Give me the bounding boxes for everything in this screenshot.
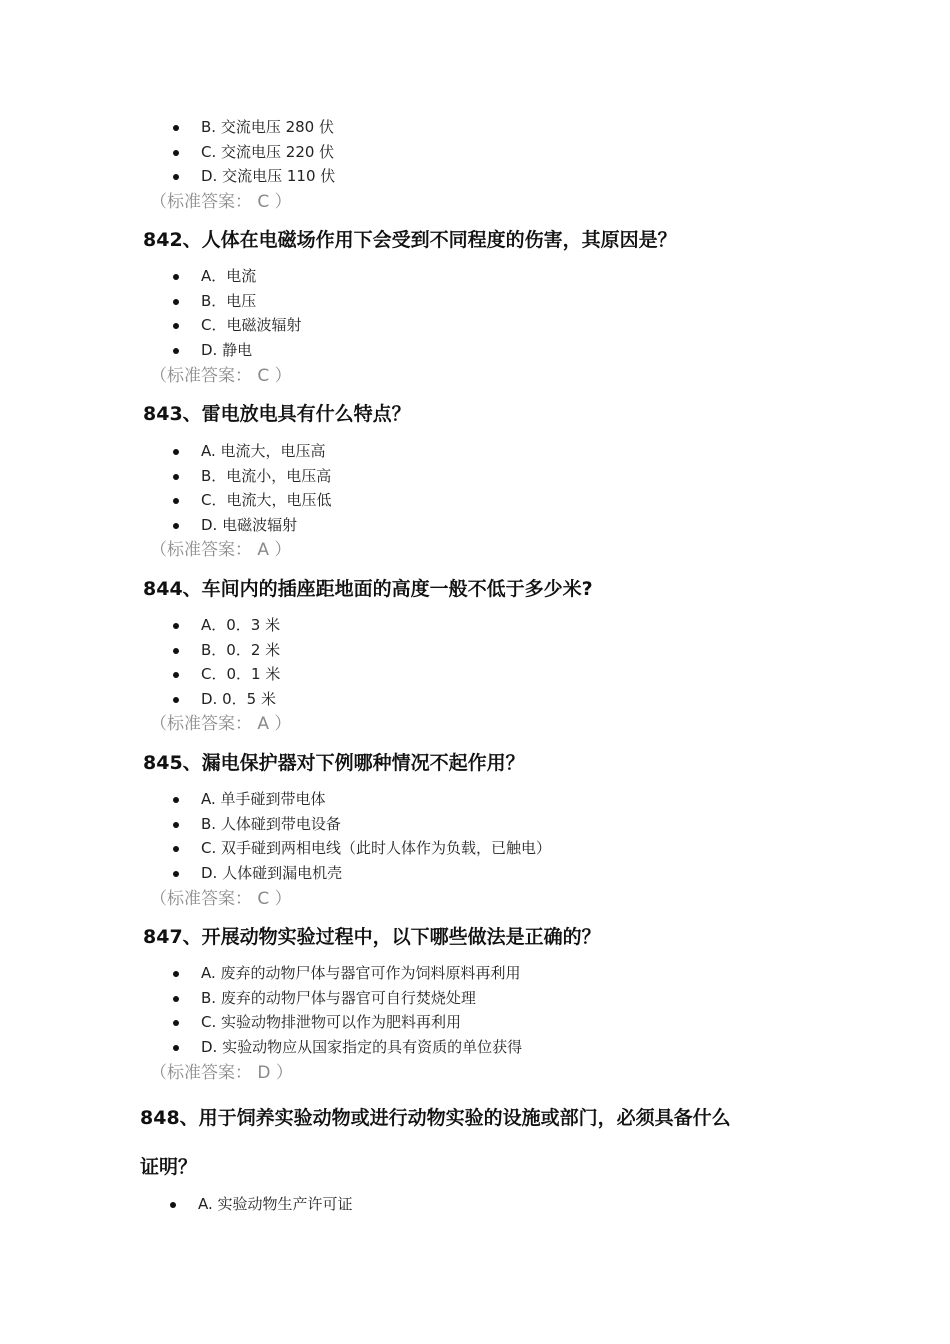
option-item: D. 电磁波辐射 (0, 513, 950, 538)
option-list (0, 961, 950, 1060)
bullet-icon (173, 323, 179, 329)
standard-answer: （标准答案： C ） (150, 889, 292, 909)
option-item: C. 实验动物排泄物可以作为肥料再利用 (0, 1010, 950, 1035)
bullet-icon (173, 150, 179, 156)
option-item: A．电流 (0, 264, 950, 289)
bullet-icon (173, 797, 179, 803)
option-item: B．0．2 米 (0, 638, 950, 663)
option-item: A．0．3 米 (0, 613, 950, 638)
option-item: D. 静电 (0, 338, 950, 363)
question-title: 843、雷电放电具有什么特点？ (143, 403, 411, 425)
option-item: C．电流大，电压低 (0, 488, 950, 513)
option-item: B．电压 (0, 289, 950, 314)
bullet-icon (173, 449, 179, 455)
bullet-icon (173, 274, 179, 280)
question-title: 847、开展动物实验过程中，以下哪些做法是正确的？ (143, 926, 601, 948)
question-title: 848、用于饲养实验动物或进行动物实验的设施或部门，必须具备什么 (140, 1107, 731, 1129)
option-list (0, 264, 950, 363)
option-list (0, 787, 950, 886)
bullet-icon (173, 672, 179, 678)
bullet-icon (173, 822, 179, 828)
standard-answer: （标准答案： C ） (150, 192, 292, 212)
bullet-icon (173, 523, 179, 529)
standard-answer: （标准答案： A ） (150, 714, 292, 734)
option-item: B．电流小，电压高 (0, 464, 950, 489)
option-item: C．0．1 米 (0, 662, 950, 687)
standard-answer: （标准答案： A ） (150, 540, 292, 560)
option-item: D. 实验动物应从国家指定的具有资质的单位获得 (0, 1035, 950, 1060)
question-title: 844、车间内的插座距地面的高度一般不低于多少米? (143, 578, 593, 600)
bullet-icon (173, 996, 179, 1002)
bullet-icon (170, 1202, 176, 1208)
bullet-icon (173, 299, 179, 305)
bullet-icon (173, 1020, 179, 1026)
option-list (0, 115, 950, 189)
option-list (0, 439, 950, 538)
bullet-icon (173, 871, 179, 877)
standard-answer: （标准答案： D ） (150, 1063, 293, 1083)
question-title: 842、人体在电磁场作用下会受到不同程度的伤害，其原因是？ (143, 229, 677, 251)
standard-answer: （标准答案： C ） (150, 366, 292, 386)
question-title-continued: 证明？ (140, 1156, 198, 1178)
bullet-icon (173, 971, 179, 977)
option-item: C. 双手碰到两相电线（此时人体作为负载，已触电） (0, 836, 950, 861)
option-item: D. 0．5 米 (0, 687, 950, 712)
option-item: A. 电流大，电压高 (0, 439, 950, 464)
option-item: D. 人体碰到漏电机壳 (0, 861, 950, 886)
bullet-icon (173, 1045, 179, 1051)
option-item: A. 废弃的动物尸体与器官可作为饲料原料再利用 (0, 961, 950, 986)
option-list (0, 1192, 947, 1217)
bullet-icon (173, 348, 179, 354)
bullet-icon (173, 474, 179, 480)
option-list (0, 613, 950, 712)
option-item: B. 废弃的动物尸体与器官可自行焚烧处理 (0, 986, 950, 1011)
question-title: 845、漏电保护器对下例哪种情况不起作用？ (143, 752, 525, 774)
bullet-icon (173, 623, 179, 629)
option-item: B. 交流电压 280 伏 (0, 115, 950, 140)
bullet-icon (173, 846, 179, 852)
option-item: B. 人体碰到带电设备 (0, 812, 950, 837)
bullet-icon (173, 498, 179, 504)
bullet-icon (173, 125, 179, 131)
option-item: D. 交流电压 110 伏 (0, 164, 950, 189)
bullet-icon (173, 174, 179, 180)
option-item: C. 交流电压 220 伏 (0, 140, 950, 165)
option-item: C．电磁波辐射 (0, 313, 950, 338)
option-item: A. 实验动物生产许可证 (0, 1192, 947, 1217)
bullet-icon (173, 648, 179, 654)
bullet-icon (173, 697, 179, 703)
option-item: A. 单手碰到带电体 (0, 787, 950, 812)
